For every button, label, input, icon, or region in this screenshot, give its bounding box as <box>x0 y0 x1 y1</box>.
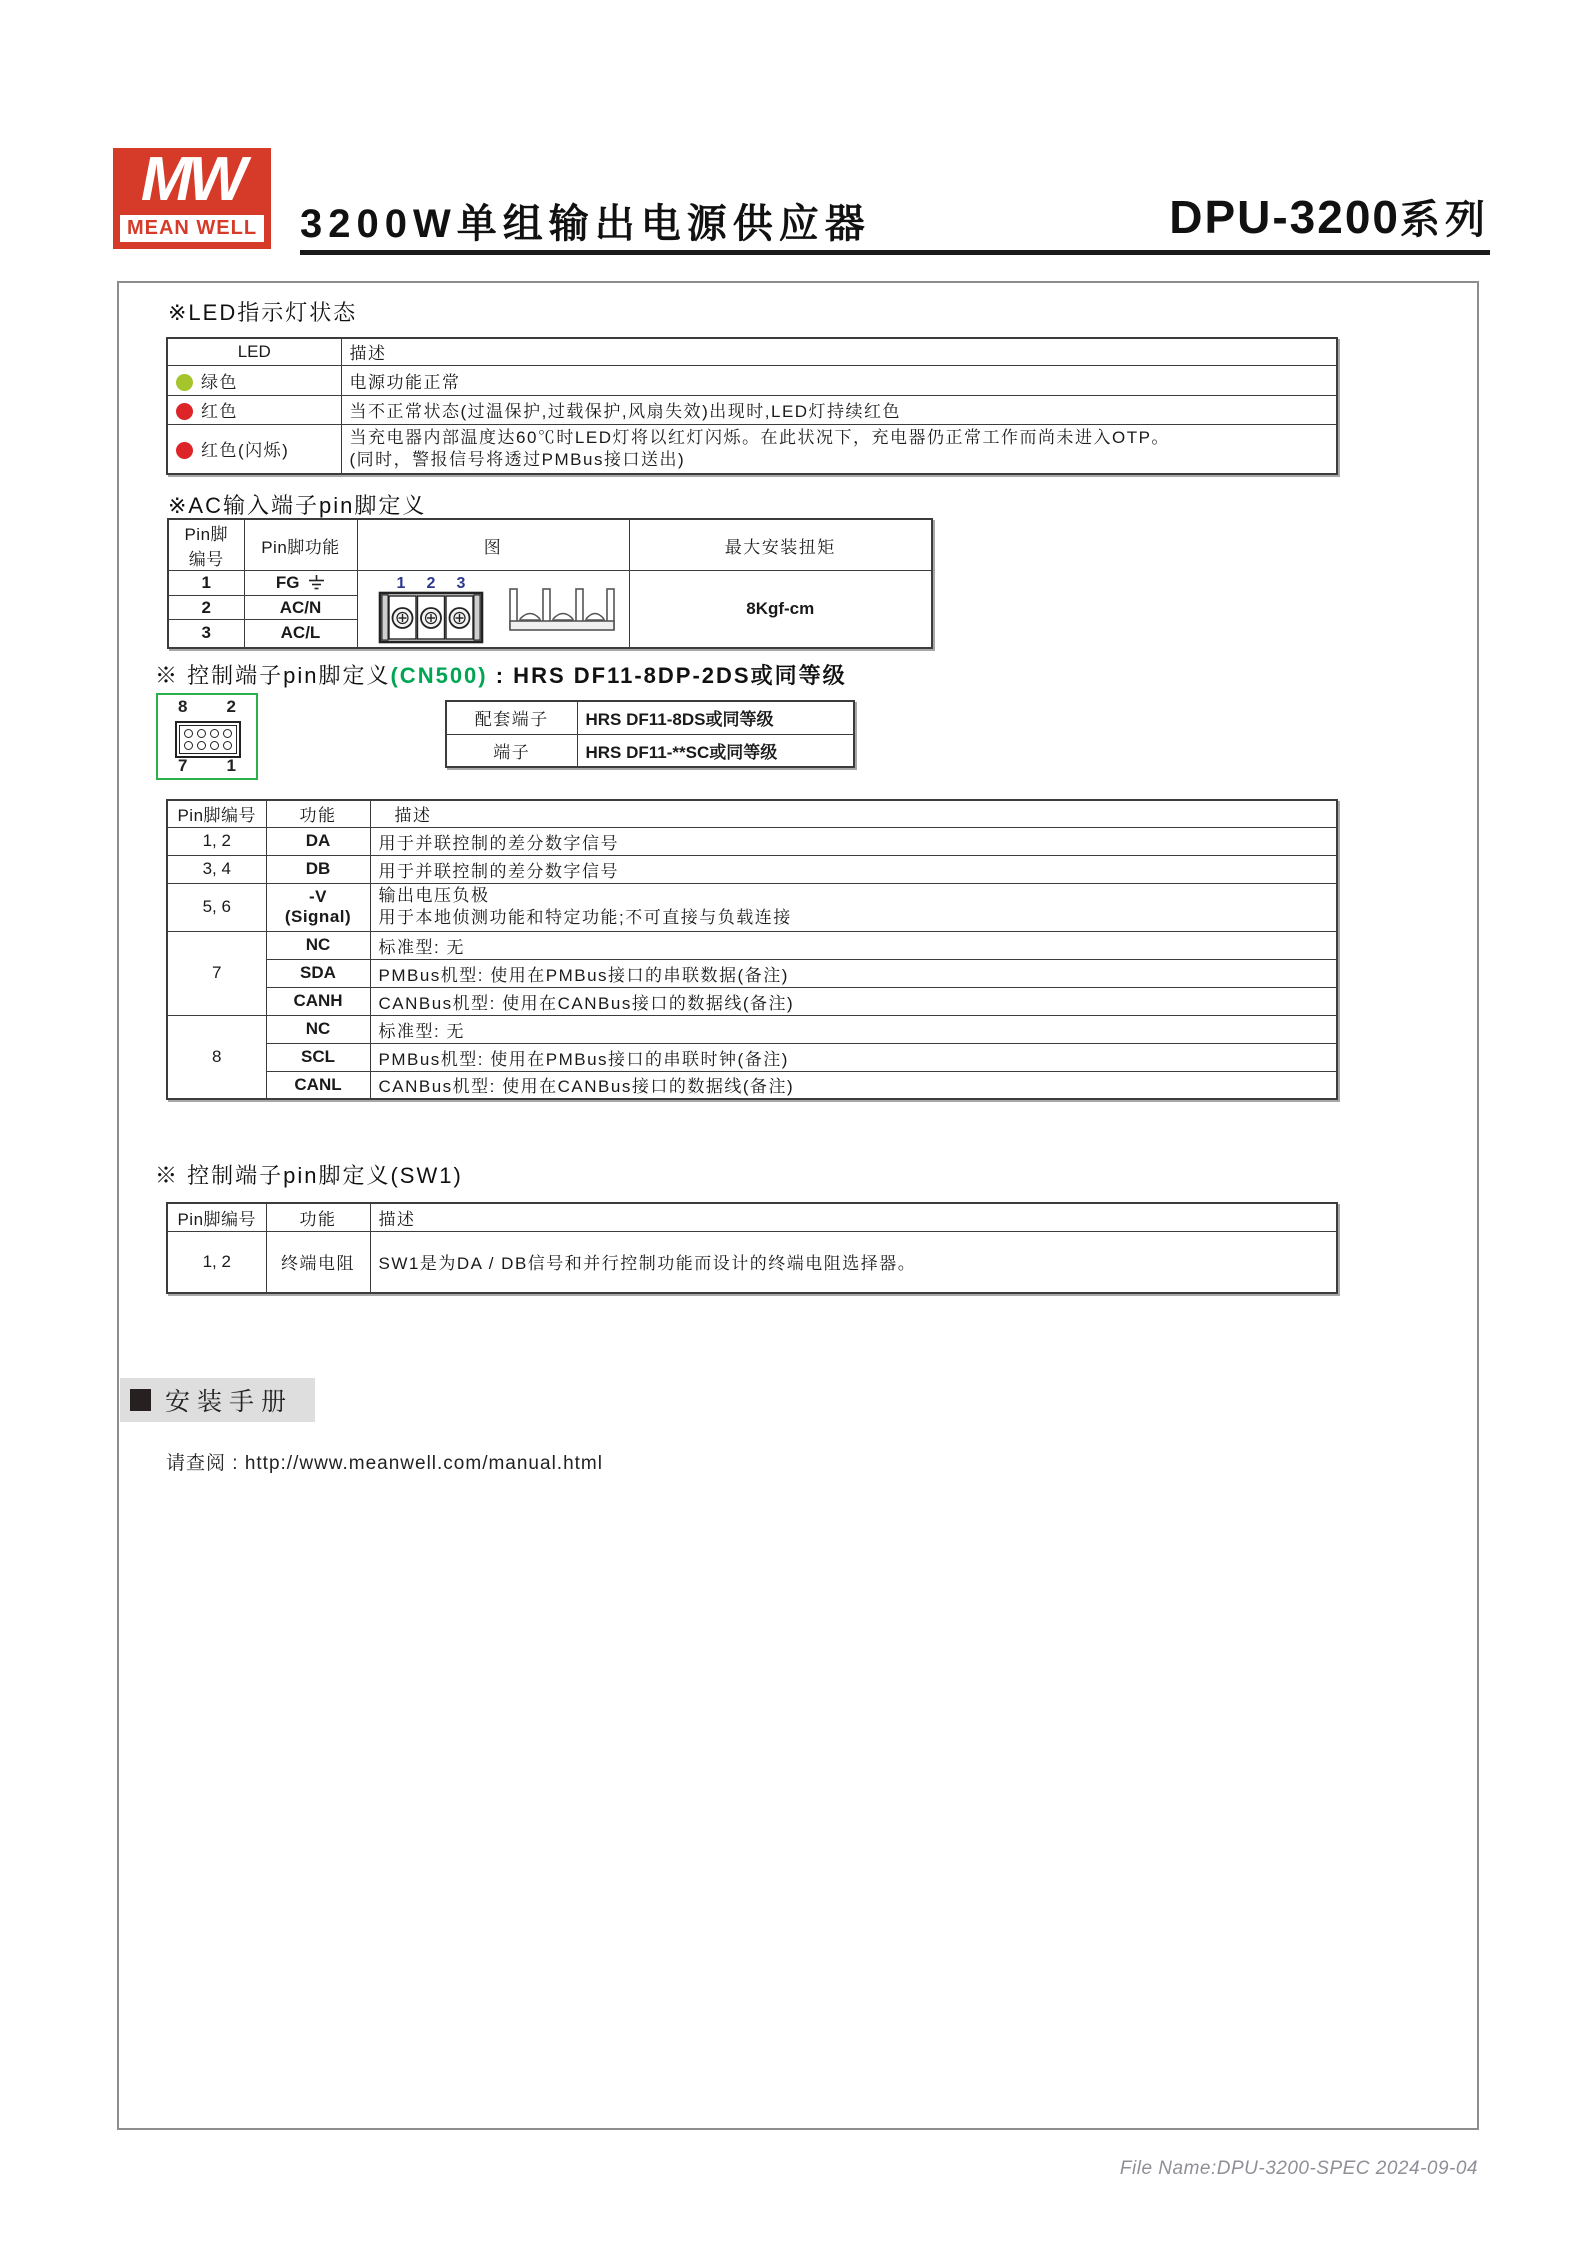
func-header: 功能 <box>266 800 370 827</box>
led-col-header: LED <box>167 338 341 365</box>
pin-desc-line1: 输出电压负极 <box>378 886 490 905</box>
desc-header: 描述 <box>370 800 1337 827</box>
pin-no: 1 <box>168 571 244 596</box>
pinhole <box>210 741 219 750</box>
torque-value: 8Kgf-cm <box>629 571 932 648</box>
led-desc: 电源功能正常 <box>341 365 1337 395</box>
table-row <box>167 424 1337 474</box>
cn500-title-prefix: ※ 控制端子pin脚定义 <box>155 663 391 688</box>
pin-no: 2 <box>168 596 244 620</box>
mating-label: 配套端子 <box>446 701 577 734</box>
table-row <box>167 959 1337 987</box>
ac-section-title: ※AC输入端子pin脚定义 <box>168 493 427 518</box>
meanwell-logo <box>113 145 271 249</box>
pin-func-header: Pin脚功能 <box>244 519 357 571</box>
logo-mw-letters: MW <box>140 145 244 214</box>
cn500-tag: (CN500) <box>390 663 488 688</box>
led-red-blink-cell <box>167 424 341 474</box>
pin-desc: 用于并联控制的差分数字信号 <box>370 827 1337 855</box>
pin-func: SDA <box>266 959 370 987</box>
pinhole <box>210 729 219 738</box>
svg-text:3: 3 <box>456 574 465 592</box>
pin-desc-line2: 用于本地侦测功能和特定功能;不可直接与负载连接 <box>378 908 792 927</box>
fg-label: FG <box>275 573 300 592</box>
desc-header: 描述 <box>370 1203 1337 1231</box>
pin-desc: 用于并联控制的差分数字信号 <box>370 855 1337 883</box>
table-row <box>167 1071 1337 1099</box>
pin-func: 终端电阻 <box>266 1231 370 1293</box>
terminal-value: HRS DF11-**SC或同等级 <box>577 734 854 767</box>
led-label: 红色 <box>201 402 238 421</box>
pinhole <box>197 729 206 738</box>
table-row <box>167 1043 1337 1071</box>
table-row <box>167 987 1337 1015</box>
led-red-cell <box>167 395 341 424</box>
series-suffix: 系列 <box>1400 198 1490 242</box>
table-row <box>167 1015 1337 1043</box>
table-row <box>167 827 1337 855</box>
logo-brand-band: MEAN WELL <box>120 215 264 242</box>
cn500-mating-table <box>445 700 855 768</box>
pin-desc: SW1是为DA / DB信号和并行控制功能而设计的终端电阻选择器。 <box>370 1231 1337 1293</box>
figure-header: 图 <box>357 519 629 571</box>
manual-heading-label: 安装手册 <box>165 1388 294 1416</box>
pin-no-header: Pin脚编号 <box>167 1203 266 1231</box>
table-row <box>167 1203 1337 1231</box>
led-desc-line1: 当充电器内部温度达60℃时LED灯将以红灯闪烁。在此状况下，充电器仍正常工作而尚未进入OTP。 <box>349 427 1170 447</box>
led-label: 绿色 <box>201 372 238 392</box>
pinhole <box>223 729 232 738</box>
series-title <box>1169 188 1490 245</box>
pin2-label: 2 <box>226 697 236 716</box>
cn500-pin-table <box>166 799 1338 1100</box>
led-desc-line2: (同时，警报信号将透过PMBus接口送出) <box>349 449 686 469</box>
green-led-icon <box>176 374 193 391</box>
desc-col-header: 描述 <box>341 338 1337 365</box>
table-row <box>167 931 1337 959</box>
header-divider <box>300 250 1490 255</box>
led-desc: 当不正常状态(过温保护,过载保护,风扇失效)出现时,LED灯持续红色 <box>341 395 1337 424</box>
pin-no: 8 <box>167 1015 266 1099</box>
pinhole <box>184 729 193 738</box>
pin-desc: PMBus机型: 使用在PMBus接口的串联时钟(备注) <box>370 1043 1337 1071</box>
table-row <box>167 395 1337 424</box>
terminal-figure-cell <box>357 571 629 648</box>
svg-text:2: 2 <box>426 574 435 592</box>
file-name-footer: File Name:DPU-3200-SPEC 2024-09-04 <box>1119 2158 1478 2179</box>
pinhole <box>197 741 206 750</box>
sw1-section-title: ※ 控制端子pin脚定义(SW1) <box>155 1163 463 1188</box>
pin-func-fg <box>244 571 357 596</box>
pin-no: 3 <box>168 620 244 648</box>
earth-ground-icon <box>308 575 325 590</box>
pin-desc: PMBus机型: 使用在PMBus接口的串联数据(备注) <box>370 959 1337 987</box>
pin-no: 1, 2 <box>167 827 266 855</box>
pinhole <box>184 741 193 750</box>
pin-no: 5, 6 <box>167 883 266 931</box>
pin-func: -V (Signal) <box>266 883 370 931</box>
pin-func: AC/N <box>244 596 357 620</box>
table-row <box>167 883 1337 931</box>
ac-input-table <box>167 518 933 649</box>
pin-no: 3, 4 <box>167 855 266 883</box>
table-row <box>167 855 1337 883</box>
mating-value: HRS DF11-8DS或同等级 <box>577 701 854 734</box>
pin-func: NC <box>266 931 370 959</box>
sw1-table <box>166 1202 1338 1294</box>
table-row <box>167 338 1337 365</box>
pin8-label: 8 <box>178 697 188 716</box>
cn500-title-suffix: : HRS DF11-8DP-2DS或同等级 <box>487 663 847 688</box>
terminal-block-side-icon <box>506 583 618 635</box>
table-row <box>446 734 854 767</box>
pin-desc <box>370 883 1337 931</box>
table-row <box>167 1231 1337 1293</box>
pin1-label: 1 <box>226 756 236 775</box>
pin-no-header: Pin脚编号 <box>167 800 266 827</box>
pin-func: CANL <box>266 1071 370 1099</box>
led-desc <box>341 424 1337 474</box>
pin-func: SCL <box>266 1043 370 1071</box>
cn500-connector-diagram <box>156 693 258 780</box>
table-row <box>446 701 854 734</box>
pin-desc: CANBus机型: 使用在CANBus接口的数据线(备注) <box>370 1071 1337 1099</box>
square-bullet-icon <box>130 1389 151 1411</box>
torque-header: 最大安装扭矩 <box>629 519 932 571</box>
func-header: 功能 <box>266 1203 370 1231</box>
svg-text:1: 1 <box>396 574 405 592</box>
pin7-label: 7 <box>178 756 188 775</box>
pin-func: NC <box>266 1015 370 1043</box>
table-row <box>167 800 1337 827</box>
manual-heading <box>120 1378 315 1422</box>
table-row <box>168 571 932 596</box>
pin-no: 7 <box>167 931 266 1015</box>
connector-body <box>175 721 241 758</box>
cn500-section-title <box>155 659 847 690</box>
pin-desc: 标准型: 无 <box>370 1015 1337 1043</box>
pin-func: DB <box>266 855 370 883</box>
led-label: 红色(闪烁) <box>201 441 290 461</box>
page-title: 3200W单组输出电源供应器 <box>300 202 871 246</box>
table-row <box>167 365 1337 395</box>
series-model: DPU-3200 <box>1169 191 1400 243</box>
pin-no: 1, 2 <box>167 1231 266 1293</box>
led-green-cell <box>167 365 341 395</box>
pin-func: AC/L <box>244 620 357 648</box>
pin-desc: CANBus机型: 使用在CANBus接口的数据线(备注) <box>370 987 1337 1015</box>
manual-url-note: 请查阅 : http://www.meanwell.com/manual.html <box>166 1453 603 1474</box>
red-led-icon <box>176 403 193 420</box>
pin-func: CANH <box>266 987 370 1015</box>
led-section-title: ※LED指示灯状态 <box>168 300 358 325</box>
table-row <box>168 519 932 571</box>
terminal-block-front-icon <box>369 573 495 645</box>
pin-func: DA <box>266 827 370 855</box>
led-status-table <box>166 337 1338 475</box>
pinhole <box>223 741 232 750</box>
red-led-icon <box>176 442 193 459</box>
pin-desc: 标准型: 无 <box>370 931 1337 959</box>
terminal-label: 端子 <box>446 734 577 767</box>
pin-no-header: Pin脚编号 <box>168 519 244 571</box>
